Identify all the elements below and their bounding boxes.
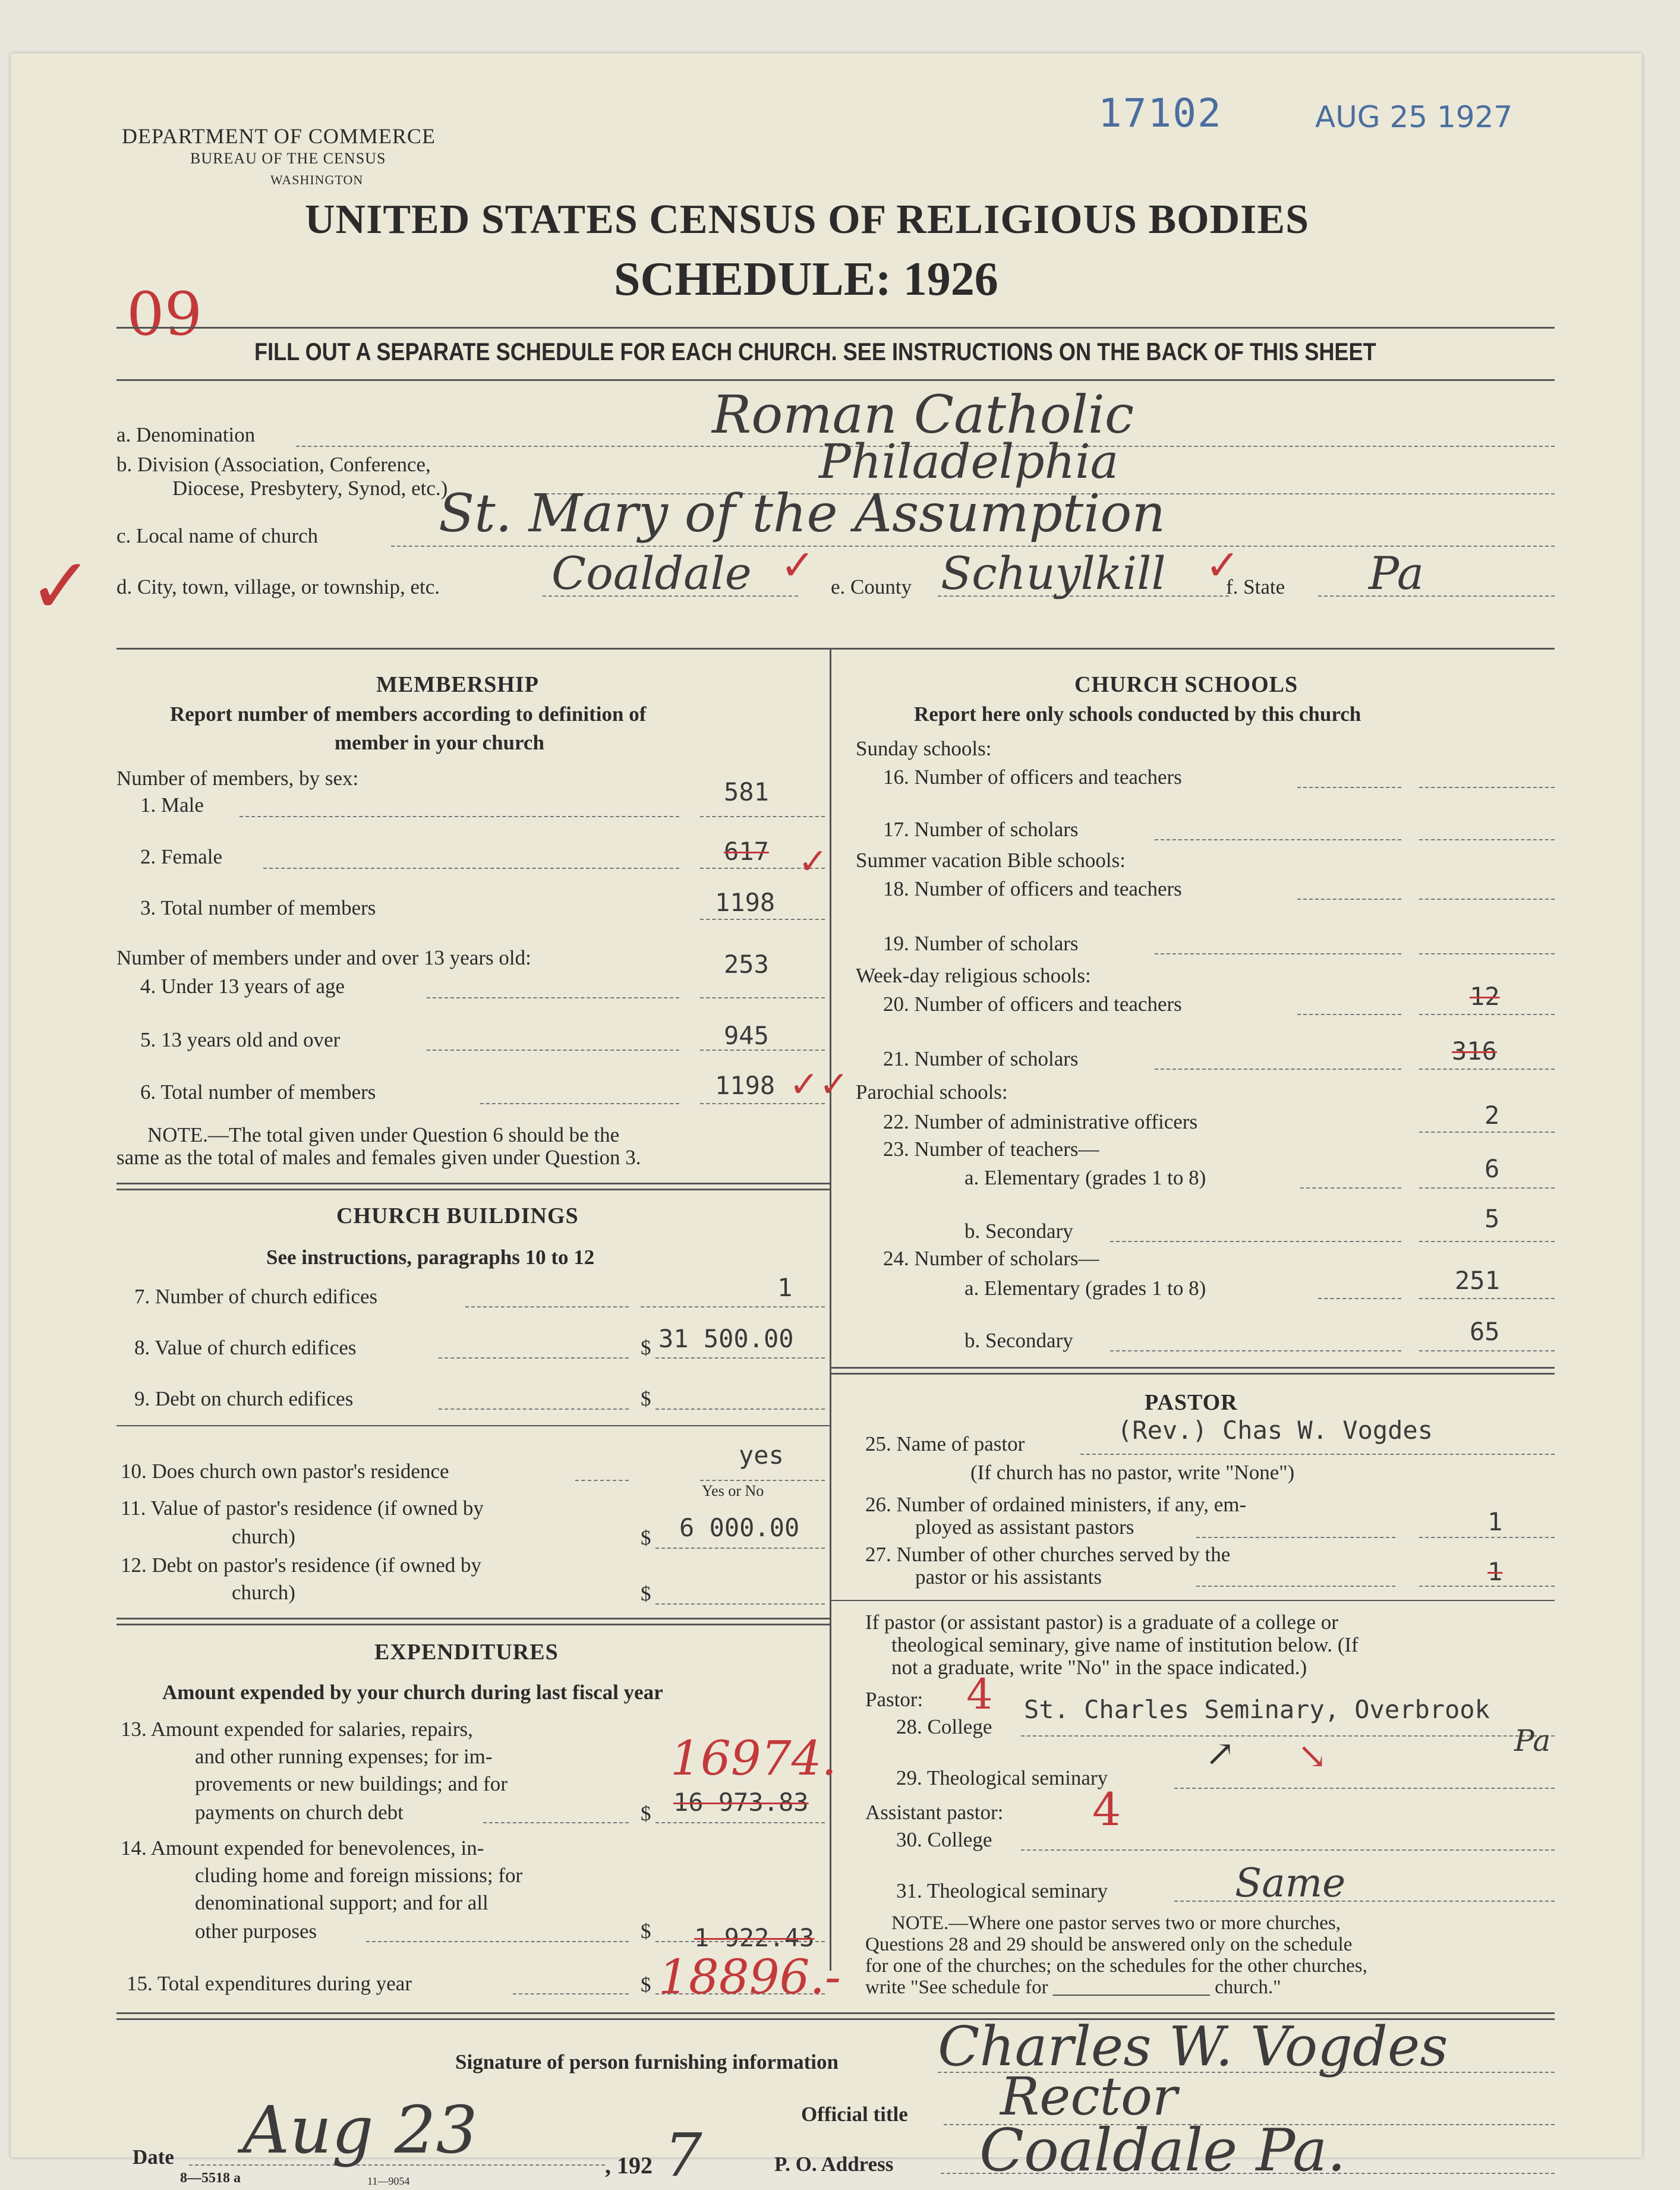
other-churches-label: 27. Number of other churches served by the <box>865 1543 1231 1566</box>
female-value: 617 <box>724 837 769 866</box>
county-check-icon: ✓ <box>1205 543 1240 589</box>
pastor-red-mark: 4 <box>966 1670 993 1719</box>
assistant-ministers-label-2: ployed as assistant pastors <box>915 1515 1134 1539</box>
edifice-value-value: 31 500.00 <box>658 1324 794 1353</box>
form-number-2: 11—9054 <box>367 2175 410 2187</box>
secondary-scholars-value: 65 <box>1470 1317 1500 1346</box>
summer-schools-label: Summer vacation Bible schools: <box>856 849 1126 872</box>
state-value: Pa <box>1369 547 1424 600</box>
over-13-label: 5. 13 years old and over <box>140 1028 341 1051</box>
instructions-banner: FILL OUT A SEPARATE SCHEDULE FOR EACH CHURCH. SEE INSTRUCTIONS ON THE BACK OF THIS SHEET <box>254 338 1376 365</box>
admin-officers-value: 2 <box>1484 1101 1500 1130</box>
edifice-value-label: 8. Value of church edifices <box>134 1336 357 1359</box>
summer-teachers-label: 18. Number of officers and teachers <box>883 877 1182 900</box>
denomination-value: Roman Catholic <box>712 384 1134 445</box>
total-expenditures-value: 18896.- <box>658 1949 841 2005</box>
pastor-note-1: NOTE.—Where one pastor serves two or more churches, <box>891 1912 1341 1934</box>
graduate-note-1: If pastor (or assistant pastor) is a graduate of a college or <box>865 1611 1338 1634</box>
date-value: Aug 23 <box>242 2092 478 2168</box>
denomination-label: a. Denomination <box>116 423 256 446</box>
under-13-label: 4. Under 13 years of age <box>140 975 345 998</box>
male-value: 581 <box>724 777 769 806</box>
parochial-schools-label: Parochial schools: <box>856 1080 1008 1104</box>
members-by-age-label: Number of members under and over 13 years old: <box>116 946 531 969</box>
weekday-teachers-value: 12 <box>1470 982 1500 1011</box>
official-title-label: Official title <box>801 2103 908 2126</box>
bureau-heading: BUREAU OF THE CENSUS <box>190 150 386 167</box>
buildings-sub: See instructions, paragraphs 10 to 12 <box>266 1246 595 1269</box>
schedule-title: SCHEDULE: 1926 <box>614 253 998 305</box>
assistant-seminary-value: Same <box>1235 1860 1346 1906</box>
stamp-number: 17102 <box>1098 90 1222 136</box>
residence-own-value: yes <box>739 1441 784 1470</box>
form-title: UNITED STATES CENSUS OF RELIGIOUS BODIES <box>305 197 1310 242</box>
red-checkmark: ✓ <box>29 541 93 631</box>
weekday-teachers-label: 20. Number of officers and teachers <box>883 992 1182 1016</box>
edifice-value-dollar: $ <box>641 1336 651 1359</box>
signature-label: Signature of person furnishing information <box>455 2050 839 2074</box>
female-check-icon: ✓ <box>798 842 828 881</box>
yes-no-hint: Yes or No <box>702 1482 764 1499</box>
pastor-note-2: Questions 28 and 29 should be answered only on the schedule <box>865 1934 1353 1955</box>
teachers-label: 23. Number of teachers— <box>883 1137 1099 1161</box>
running-expenses-label-2: and other running expenses; for im- <box>195 1745 493 1768</box>
red-arrow-icon: ↘ <box>1297 1737 1328 1776</box>
assistant-college-label: 30. College <box>896 1828 992 1851</box>
membership-note-1: NOTE.—The total given under Question 6 should be the <box>147 1123 620 1146</box>
female-label: 2. Female <box>140 845 223 868</box>
po-address-value: Coaldale Pa. <box>979 2117 1346 2185</box>
under-13-value: 253 <box>724 950 769 979</box>
city-label: d. City, town, village, or township, etc. <box>116 575 440 598</box>
scholars-label: 24. Number of scholars— <box>883 1247 1099 1270</box>
division-value: Philadelphia <box>819 434 1119 489</box>
benevolences-label-3: denominational support; and for all <box>195 1891 488 1914</box>
graduate-note-2: theological seminary, give name of institution below. (If <box>891 1633 1359 1656</box>
secondary-scholars-label: b. Secondary <box>964 1329 1073 1352</box>
elementary-teachers-label: a. Elementary (grades 1 to 8) <box>964 1166 1206 1189</box>
residence-debt-label: 12. Debt on pastor's residence (if owned by <box>121 1554 481 1577</box>
schools-sub: Report here only schools conducted by this church <box>914 702 1361 726</box>
pastor-college-state: Pa <box>1514 1723 1551 1758</box>
edifice-debt-dollar: $ <box>641 1387 651 1410</box>
edifices-value: 1 <box>777 1273 793 1302</box>
po-address-label: P. O. Address <box>774 2153 894 2176</box>
local-name-value: St. Mary of the Assumption <box>439 483 1166 544</box>
total-members-value: 1198 <box>715 888 776 917</box>
pastor-note-3: for one of the churches; on the schedules for the other churches, <box>865 1955 1367 1977</box>
expenditures-title: EXPENDITURES <box>374 1640 559 1665</box>
admin-officers-label: 22. Number of administrative officers <box>883 1110 1198 1133</box>
male-label: 1. Male <box>140 793 204 817</box>
edifice-debt-label: 9. Debt on church edifices <box>134 1387 354 1410</box>
total-check-icon: ✓✓ <box>789 1065 849 1104</box>
residence-value-value: 6 000.00 <box>679 1513 800 1542</box>
state-label: f. State <box>1226 575 1285 598</box>
stamp-date: AUG 25 1927 <box>1315 100 1513 134</box>
pastor-name-value: (Rev.) Chas W. Vogdes <box>1117 1416 1433 1445</box>
other-churches-value: 1 <box>1487 1557 1503 1586</box>
residence-debt-dollar: $ <box>641 1582 651 1605</box>
elementary-scholars-label: a. Elementary (grades 1 to 8) <box>964 1277 1206 1300</box>
signature-value: Charles W. Vogdes <box>938 2015 1448 2078</box>
members-by-sex-label: Number of members, by sex: <box>116 767 359 790</box>
pastor-note-4: write "See schedule for ________________ church." <box>865 1977 1281 1998</box>
handwritten-code: 09 <box>127 279 203 349</box>
membership-sub2: member in your church <box>335 731 544 754</box>
assistant-subhead: Assistant pastor: <box>865 1801 1004 1824</box>
assistant-ministers-label: 26. Number of ordained ministers, if any, em- <box>865 1493 1247 1516</box>
sunday-schools-label: Sunday schools: <box>856 737 992 760</box>
other-churches-label-2: pastor or his assistants <box>915 1565 1102 1589</box>
residence-own-label: 10. Does church own pastor's residence <box>121 1460 449 1483</box>
pastor-name-note: (If church has no pastor, write "None") <box>970 1461 1295 1484</box>
year-value: 7 <box>664 2120 702 2190</box>
weekday-scholars-value: 316 <box>1452 1036 1497 1066</box>
running-expenses-typed-value: 16 973.83 <box>673 1788 809 1817</box>
benevolences-label-4: other purposes <box>195 1920 317 1943</box>
pastor-college-value: St. Charles Seminary, Overbrook <box>1024 1695 1490 1724</box>
pastor-college-label: 28. College <box>896 1715 992 1738</box>
division-label: b. Division (Association, Conference, <box>116 453 431 476</box>
official-title-value: Rector <box>1000 2066 1178 2127</box>
assistant-seminary-label: 31. Theological seminary <box>896 1879 1108 1902</box>
total-members-2-label: 6. Total number of members <box>140 1080 376 1104</box>
over-13-value: 945 <box>724 1021 769 1050</box>
pastor-title: PASTOR <box>1145 1390 1238 1415</box>
residence-debt-label-2: church) <box>232 1581 295 1604</box>
benevolences-label-2: cluding home and foreign missions; for <box>195 1864 523 1887</box>
department-heading: DEPARTMENT OF COMMERCE <box>122 124 436 148</box>
membership-title: MEMBERSHIP <box>376 672 539 697</box>
assistant-ministers-value: 1 <box>1487 1507 1503 1536</box>
schools-title: CHURCH SCHOOLS <box>1074 672 1298 697</box>
running-expenses-label-4: payments on church debt <box>195 1801 404 1824</box>
assistant-red-mark: 4 <box>1092 1783 1121 1836</box>
running-expenses-dollar: $ <box>641 1802 651 1825</box>
expenditures-sub: Amount expended by your church during last fiscal year <box>162 1681 663 1704</box>
year-prefix: , 192 <box>605 2152 653 2179</box>
total-expenditures-label: 15. Total expenditures during year <box>127 1972 412 1995</box>
pastor-name-label: 25. Name of pastor <box>865 1432 1025 1455</box>
graduate-note-3: not a graduate, write "No" in the space indicated.) <box>891 1656 1307 1679</box>
edifices-label: 7. Number of church edifices <box>134 1285 378 1308</box>
membership-note-2: same as the total of males and females given under Question 3. <box>116 1146 641 1169</box>
residence-value-dollar: $ <box>641 1526 651 1549</box>
elementary-scholars-value: 251 <box>1455 1266 1500 1295</box>
county-value: Schuylkill <box>941 547 1166 600</box>
form-number: 8—5518 a <box>180 2170 241 2186</box>
ditto-arrow-icon: ↗ <box>1205 1734 1235 1773</box>
membership-sub1: Report number of members according to definition of <box>170 702 647 726</box>
city-heading: WASHINGTON <box>270 172 364 187</box>
pastor-seminary-label: 29. Theological seminary <box>896 1766 1108 1789</box>
total-members-2-value: 1198 <box>715 1071 776 1100</box>
date-label: Date <box>133 2145 174 2169</box>
secondary-teachers-value: 5 <box>1484 1204 1500 1233</box>
city-check-icon: ✓ <box>780 543 815 589</box>
benevolences-label: 14. Amount expended for benevolences, in- <box>121 1836 484 1860</box>
local-name-label: c. Local name of church <box>116 524 319 547</box>
secondary-teachers-label: b. Secondary <box>964 1220 1073 1243</box>
residence-value-label-2: church) <box>232 1525 295 1548</box>
sunday-teachers-label: 16. Number of officers and teachers <box>883 765 1182 789</box>
total-members-label: 3. Total number of members <box>140 896 376 919</box>
benevolences-typed-value: 1 922.43 <box>694 1923 815 1952</box>
running-expenses-hand-value: 16974. <box>670 1731 837 1786</box>
city-value: Coaldale <box>551 547 752 600</box>
weekday-scholars-label: 21. Number of scholars <box>883 1047 1079 1070</box>
running-expenses-label-3: provements or new buildings; and for <box>195 1772 508 1795</box>
running-expenses-label: 13. Amount expended for salaries, repairs, <box>121 1718 473 1741</box>
weekday-schools-label: Week-day religious schools: <box>856 964 1091 987</box>
county-label: e. County <box>831 575 912 598</box>
division-label-2: Diocese, Presbytery, Synod, etc.) <box>172 477 448 500</box>
pastor-subhead: Pastor: <box>865 1688 923 1711</box>
total-expenditures-dollar: $ <box>641 1973 651 1996</box>
benevolences-dollar: $ <box>641 1920 651 1943</box>
census-schedule-paper <box>11 53 1642 2190</box>
elementary-teachers-value: 6 <box>1484 1154 1500 1183</box>
sunday-scholars-label: 17. Number of scholars <box>883 818 1079 841</box>
buildings-title: CHURCH BUILDINGS <box>336 1203 579 1228</box>
summer-scholars-label: 19. Number of scholars <box>883 932 1079 955</box>
residence-value-label: 11. Value of pastor's residence (if owned by <box>121 1496 484 1520</box>
